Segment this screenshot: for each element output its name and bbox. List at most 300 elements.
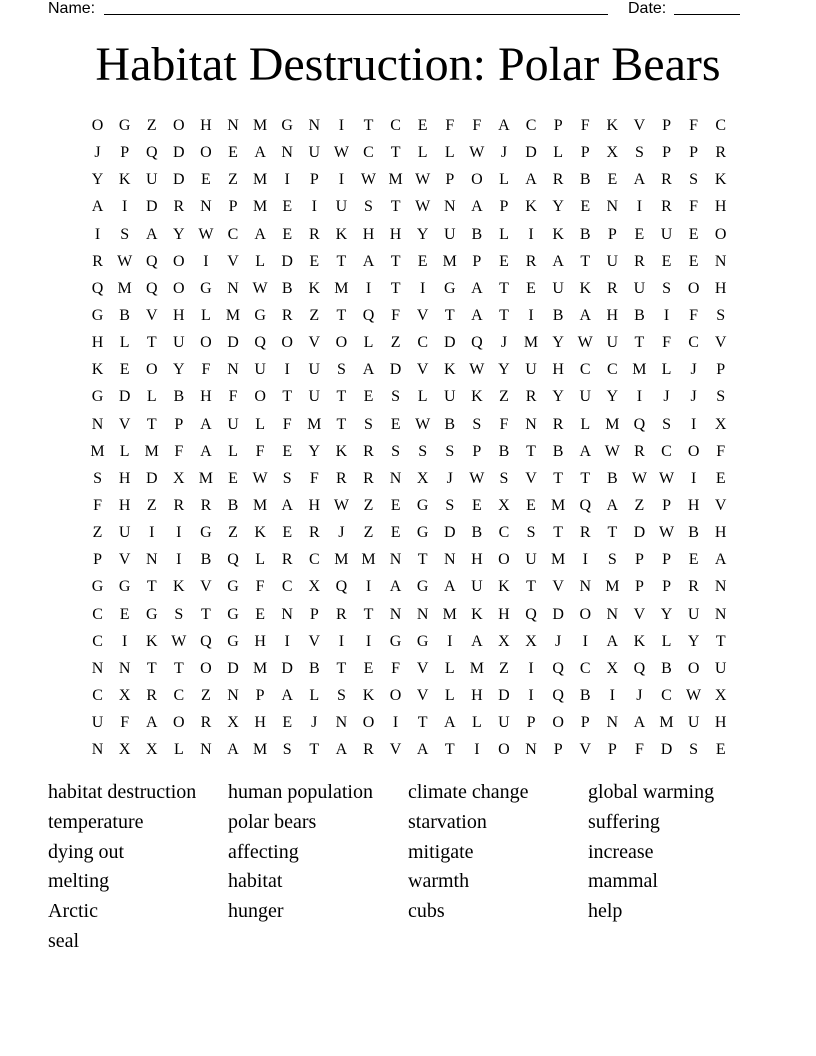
grid-cell[interactable]: P: [309, 605, 319, 623]
grid-cell[interactable]: E: [119, 361, 130, 379]
grid-cell[interactable]: H: [687, 496, 700, 514]
grid-cell[interactable]: B: [281, 279, 293, 297]
grid-cell[interactable]: K: [335, 442, 348, 460]
grid-cell[interactable]: A: [91, 198, 104, 216]
grid-cell[interactable]: C: [579, 659, 591, 677]
grid-cell[interactable]: Q: [254, 334, 266, 352]
grid-cell[interactable]: P: [662, 578, 671, 596]
grid-cell[interactable]: B: [173, 388, 185, 406]
grid-cell[interactable]: R: [281, 551, 293, 569]
grid-cell[interactable]: Z: [499, 659, 509, 677]
grid-cell[interactable]: M: [225, 306, 241, 324]
grid-cell[interactable]: U: [335, 198, 348, 216]
grid-cell[interactable]: F: [120, 714, 130, 732]
grid-cell[interactable]: S: [93, 469, 102, 487]
grid-cell[interactable]: C: [661, 442, 672, 460]
grid-cell[interactable]: R: [308, 524, 320, 542]
grid-cell[interactable]: E: [688, 252, 699, 270]
grid-cell[interactable]: E: [282, 714, 293, 732]
grid-cell[interactable]: I: [284, 171, 290, 189]
grid-cell[interactable]: Y: [308, 442, 321, 460]
grid-cell[interactable]: D: [281, 252, 293, 270]
grid-cell[interactable]: U: [118, 524, 131, 542]
grid-cell[interactable]: U: [443, 225, 456, 243]
grid-cell[interactable]: X: [714, 415, 727, 433]
grid-cell[interactable]: E: [390, 496, 401, 514]
grid-cell[interactable]: L: [255, 415, 265, 433]
grid-cell[interactable]: V: [227, 252, 239, 270]
grid-cell[interactable]: U: [308, 144, 321, 162]
grid-cell[interactable]: O: [335, 334, 348, 352]
grid-cell[interactable]: R: [525, 252, 537, 270]
grid-cell[interactable]: B: [579, 686, 591, 704]
grid-cell[interactable]: O: [687, 659, 700, 677]
grid-cell[interactable]: L: [444, 659, 455, 677]
grid-cell[interactable]: K: [498, 578, 510, 596]
grid-cell[interactable]: C: [417, 334, 428, 352]
grid-cell[interactable]: F: [580, 117, 590, 134]
grid-cell[interactable]: K: [91, 361, 104, 379]
grid-cell[interactable]: E: [282, 225, 293, 243]
grid-cell[interactable]: L: [119, 334, 130, 352]
grid-cell[interactable]: X: [308, 578, 321, 596]
grid-cell[interactable]: M: [605, 415, 620, 433]
grid-cell[interactable]: T: [146, 415, 157, 433]
grid-cell[interactable]: S: [662, 415, 671, 433]
grid-cell[interactable]: U: [606, 334, 619, 352]
grid-cell[interactable]: N: [227, 686, 239, 704]
grid-cell[interactable]: A: [498, 117, 510, 134]
grid-cell[interactable]: A: [525, 171, 537, 189]
grid-cell[interactable]: O: [362, 714, 375, 732]
grid-cell[interactable]: X: [227, 714, 239, 732]
grid-cell[interactable]: C: [579, 361, 591, 379]
grid-cell[interactable]: O: [498, 741, 510, 759]
grid-cell[interactable]: U: [579, 388, 592, 406]
grid-cell[interactable]: E: [715, 469, 726, 487]
grid-cell[interactable]: I: [663, 306, 670, 324]
grid-cell[interactable]: T: [336, 388, 347, 406]
grid-cell[interactable]: D: [145, 469, 158, 487]
grid-cell[interactable]: R: [200, 714, 212, 732]
grid-cell[interactable]: S: [391, 442, 401, 460]
grid-cell[interactable]: M: [252, 171, 268, 189]
grid-cell[interactable]: E: [471, 496, 482, 514]
grid-cell[interactable]: P: [580, 144, 590, 162]
grid-cell[interactable]: X: [498, 496, 510, 514]
grid-cell[interactable]: Q: [145, 144, 158, 162]
grid-cell[interactable]: T: [336, 306, 347, 324]
grid-cell[interactable]: S: [418, 442, 428, 460]
grid-cell[interactable]: I: [365, 632, 372, 650]
grid-cell[interactable]: K: [118, 171, 131, 189]
grid-cell[interactable]: Q: [335, 578, 348, 596]
grid-cell[interactable]: E: [390, 524, 401, 542]
grid-cell[interactable]: M: [90, 442, 105, 460]
grid-cell[interactable]: V: [145, 306, 158, 324]
grid-cell[interactable]: J: [446, 469, 453, 487]
grid-cell[interactable]: I: [528, 686, 534, 704]
grid-cell[interactable]: C: [92, 632, 103, 650]
grid-cell[interactable]: L: [471, 714, 482, 732]
grid-cell[interactable]: I: [284, 632, 290, 650]
grid-cell[interactable]: O: [281, 334, 293, 352]
grid-cell[interactable]: C: [715, 117, 727, 134]
grid-cell[interactable]: J: [500, 144, 508, 162]
grid-cell[interactable]: I: [203, 252, 209, 270]
grid-cell[interactable]: K: [525, 198, 537, 216]
grid-cell[interactable]: K: [633, 632, 646, 650]
grid-cell[interactable]: C: [661, 686, 672, 704]
grid-cell[interactable]: R: [579, 524, 591, 542]
grid-cell[interactable]: I: [176, 551, 182, 569]
grid-cell[interactable]: X: [606, 144, 619, 162]
grid-cell[interactable]: N: [227, 279, 239, 297]
grid-cell[interactable]: T: [526, 578, 536, 596]
grid-cell[interactable]: C: [308, 551, 320, 569]
grid-cell[interactable]: M: [252, 659, 268, 677]
grid-cell[interactable]: C: [363, 144, 374, 162]
grid-cell[interactable]: E: [282, 524, 293, 542]
grid-cell[interactable]: H: [471, 551, 483, 569]
grid-cell[interactable]: S: [364, 415, 373, 433]
grid-cell[interactable]: V: [416, 659, 429, 677]
grid-cell[interactable]: Z: [634, 496, 645, 514]
grid-cell[interactable]: S: [689, 171, 699, 189]
grid-cell[interactable]: S: [282, 741, 292, 759]
grid-cell[interactable]: R: [634, 442, 645, 460]
grid-cell[interactable]: Z: [309, 306, 320, 324]
grid-cell[interactable]: M: [144, 442, 159, 460]
grid-cell[interactable]: C: [390, 117, 401, 134]
grid-cell[interactable]: P: [553, 117, 563, 134]
grid-cell[interactable]: M: [523, 334, 539, 352]
grid-cell[interactable]: F: [689, 198, 699, 216]
grid-cell[interactable]: H: [254, 714, 266, 732]
grid-cell[interactable]: Y: [552, 334, 564, 352]
grid-cell[interactable]: R: [715, 144, 727, 162]
grid-cell[interactable]: E: [255, 605, 265, 623]
grid-cell[interactable]: M: [361, 551, 376, 569]
grid-cell[interactable]: E: [282, 442, 293, 460]
grid-cell[interactable]: K: [443, 361, 456, 379]
grid-cell[interactable]: A: [471, 198, 483, 216]
grid-cell[interactable]: U: [498, 714, 510, 732]
grid-cell[interactable]: K: [254, 524, 266, 542]
grid-cell[interactable]: L: [661, 632, 672, 650]
grid-cell[interactable]: A: [200, 442, 212, 460]
grid-cell[interactable]: T: [309, 741, 320, 759]
grid-cell[interactable]: G: [416, 632, 429, 650]
grid-cell[interactable]: P: [662, 496, 671, 514]
grid-cell[interactable]: A: [362, 361, 375, 379]
grid-cell[interactable]: C: [688, 334, 699, 352]
grid-cell[interactable]: L: [309, 686, 320, 704]
grid-cell[interactable]: O: [254, 388, 266, 406]
grid-cell[interactable]: Q: [579, 496, 592, 514]
grid-cell[interactable]: W: [658, 524, 675, 542]
grid-cell[interactable]: H: [118, 496, 131, 514]
grid-cell[interactable]: L: [363, 334, 374, 352]
grid-cell[interactable]: D: [118, 388, 131, 406]
grid-cell[interactable]: H: [714, 714, 727, 732]
grid-cell[interactable]: E: [119, 605, 130, 623]
grid-cell[interactable]: O: [579, 605, 592, 623]
grid-cell[interactable]: P: [174, 415, 184, 433]
grid-cell[interactable]: X: [606, 659, 619, 677]
grid-cell[interactable]: O: [200, 144, 212, 162]
grid-cell[interactable]: S: [526, 524, 536, 542]
grid-cell[interactable]: F: [689, 306, 699, 324]
grid-cell[interactable]: P: [255, 686, 265, 704]
grid-cell[interactable]: R: [363, 741, 374, 759]
grid-cell[interactable]: C: [525, 117, 537, 134]
grid-cell[interactable]: M: [334, 279, 349, 297]
grid-cell[interactable]: C: [281, 578, 293, 596]
grid-cell[interactable]: E: [688, 225, 699, 243]
grid-cell[interactable]: G: [227, 632, 239, 650]
grid-cell[interactable]: Z: [390, 334, 401, 352]
grid-cell[interactable]: W: [333, 144, 349, 162]
grid-cell[interactable]: S: [336, 361, 346, 379]
grid-cell[interactable]: I: [121, 632, 128, 650]
grid-cell[interactable]: L: [228, 442, 238, 460]
grid-cell[interactable]: N: [200, 198, 212, 216]
grid-cell[interactable]: P: [689, 144, 699, 162]
grid-cell[interactable]: K: [308, 279, 321, 297]
grid-cell[interactable]: X: [714, 686, 727, 704]
grid-cell[interactable]: V: [389, 741, 402, 759]
grid-cell[interactable]: K: [714, 171, 727, 189]
grid-cell[interactable]: W: [469, 361, 485, 379]
grid-cell[interactable]: R: [336, 469, 347, 487]
grid-cell[interactable]: Y: [606, 388, 619, 406]
grid-cell[interactable]: V: [416, 306, 429, 324]
grid-cell[interactable]: C: [173, 686, 185, 704]
grid-cell[interactable]: T: [580, 252, 591, 270]
grid-cell[interactable]: A: [443, 714, 456, 732]
grid-cell[interactable]: Q: [362, 306, 375, 324]
grid-cell[interactable]: N: [335, 714, 348, 732]
grid-cell[interactable]: I: [338, 117, 345, 134]
grid-cell[interactable]: U: [308, 361, 321, 379]
grid-cell[interactable]: E: [201, 171, 211, 189]
grid-cell[interactable]: A: [254, 144, 266, 162]
grid-cell[interactable]: R: [200, 496, 212, 514]
grid-cell[interactable]: S: [716, 306, 726, 324]
grid-cell[interactable]: D: [660, 741, 673, 759]
grid-cell[interactable]: T: [499, 279, 509, 297]
grid-cell[interactable]: V: [714, 334, 727, 352]
grid-cell[interactable]: G: [227, 578, 239, 596]
grid-cell[interactable]: T: [580, 469, 591, 487]
grid-cell[interactable]: U: [227, 415, 239, 433]
grid-cell[interactable]: I: [176, 524, 182, 542]
grid-cell[interactable]: U: [443, 388, 456, 406]
grid-cell[interactable]: V: [118, 551, 131, 569]
grid-cell[interactable]: C: [498, 524, 510, 542]
grid-cell[interactable]: U: [254, 361, 266, 379]
grid-cell[interactable]: N: [281, 605, 293, 623]
grid-cell[interactable]: W: [577, 334, 593, 352]
grid-cell[interactable]: U: [308, 388, 321, 406]
grid-cell[interactable]: L: [661, 361, 672, 379]
grid-cell[interactable]: L: [146, 388, 157, 406]
grid-cell[interactable]: Z: [499, 388, 509, 406]
grid-cell[interactable]: L: [499, 225, 509, 243]
grid-cell[interactable]: N: [714, 578, 727, 596]
grid-cell[interactable]: D: [173, 171, 185, 189]
grid-cell[interactable]: N: [281, 144, 293, 162]
grid-cell[interactable]: Z: [201, 686, 211, 704]
grid-cell[interactable]: I: [284, 361, 290, 379]
grid-cell[interactable]: M: [307, 415, 322, 433]
grid-cell[interactable]: E: [282, 198, 293, 216]
grid-cell[interactable]: U: [145, 171, 158, 189]
grid-cell[interactable]: Q: [91, 279, 104, 297]
grid-cell[interactable]: N: [145, 551, 158, 569]
grid-cell[interactable]: T: [336, 659, 347, 677]
grid-cell[interactable]: Y: [660, 605, 673, 623]
grid-cell[interactable]: Q: [552, 659, 564, 677]
grid-cell[interactable]: I: [121, 198, 128, 216]
grid-cell[interactable]: Q: [633, 659, 646, 677]
grid-cell[interactable]: W: [415, 198, 431, 216]
grid-cell[interactable]: F: [499, 415, 509, 433]
grid-cell[interactable]: Z: [363, 496, 374, 514]
grid-cell[interactable]: R: [688, 578, 699, 596]
grid-cell[interactable]: A: [606, 632, 619, 650]
grid-cell[interactable]: K: [579, 279, 592, 297]
grid-cell[interactable]: A: [579, 442, 592, 460]
grid-cell[interactable]: O: [200, 334, 212, 352]
grid-cell[interactable]: D: [552, 605, 564, 623]
grid-cell[interactable]: H: [471, 686, 483, 704]
grid-cell[interactable]: O: [173, 279, 185, 297]
grid-cell[interactable]: S: [662, 279, 671, 297]
grid-cell[interactable]: O: [200, 659, 212, 677]
grid-cell[interactable]: E: [417, 252, 428, 270]
grid-cell[interactable]: O: [471, 171, 483, 189]
grid-cell[interactable]: S: [689, 741, 699, 759]
grid-cell[interactable]: P: [93, 551, 102, 569]
grid-cell[interactable]: N: [389, 551, 402, 569]
grid-cell[interactable]: F: [228, 388, 238, 406]
grid-cell[interactable]: W: [631, 469, 647, 487]
grid-cell[interactable]: J: [636, 686, 643, 704]
grid-cell[interactable]: S: [336, 686, 346, 704]
grid-cell[interactable]: F: [391, 306, 401, 324]
grid-cell[interactable]: U: [687, 605, 700, 623]
grid-cell[interactable]: I: [365, 279, 372, 297]
grid-cell[interactable]: D: [227, 334, 239, 352]
grid-cell[interactable]: W: [360, 171, 377, 189]
grid-cell[interactable]: H: [714, 524, 727, 542]
grid-cell[interactable]: U: [687, 714, 700, 732]
grid-cell[interactable]: P: [120, 144, 130, 162]
grid-cell[interactable]: C: [606, 361, 618, 379]
grid-cell[interactable]: J: [338, 524, 345, 542]
grid-cell[interactable]: Y: [498, 361, 510, 379]
grid-cell[interactable]: H: [714, 198, 727, 216]
grid-cell[interactable]: E: [580, 198, 591, 216]
grid-cell[interactable]: A: [145, 225, 158, 243]
grid-cell[interactable]: F: [662, 334, 671, 352]
grid-cell[interactable]: H: [200, 117, 212, 134]
grid-cell[interactable]: Y: [687, 632, 700, 650]
grid-cell[interactable]: U: [660, 225, 673, 243]
grid-cell[interactable]: T: [417, 551, 428, 569]
grid-cell[interactable]: Y: [173, 361, 185, 379]
grid-cell[interactable]: J: [500, 334, 508, 352]
grid-cell[interactable]: Z: [228, 524, 238, 542]
grid-cell[interactable]: I: [365, 578, 372, 596]
grid-cell[interactable]: B: [444, 415, 456, 433]
grid-cell[interactable]: I: [338, 171, 345, 189]
grid-cell[interactable]: T: [146, 334, 157, 352]
grid-cell[interactable]: W: [117, 252, 133, 270]
grid-cell[interactable]: T: [607, 524, 618, 542]
grid-cell[interactable]: A: [200, 415, 212, 433]
grid-cell[interactable]: G: [416, 578, 429, 596]
grid-cell[interactable]: W: [415, 171, 431, 189]
grid-cell[interactable]: T: [146, 659, 157, 677]
grid-cell[interactable]: V: [308, 632, 321, 650]
grid-cell[interactable]: F: [201, 361, 211, 379]
grid-cell[interactable]: M: [551, 496, 566, 514]
grid-cell[interactable]: M: [252, 741, 268, 759]
grid-cell[interactable]: I: [528, 659, 534, 677]
grid-cell[interactable]: D: [525, 144, 537, 162]
grid-cell[interactable]: U: [606, 252, 619, 270]
grid-cell[interactable]: N: [606, 605, 619, 623]
grid-cell[interactable]: N: [200, 741, 212, 759]
grid-cell[interactable]: N: [525, 741, 537, 759]
grid-cell[interactable]: B: [119, 306, 130, 324]
grid-cell[interactable]: V: [118, 415, 131, 433]
grid-cell[interactable]: F: [309, 469, 319, 487]
grid-cell[interactable]: N: [389, 605, 402, 623]
grid-cell[interactable]: L: [173, 741, 184, 759]
grid-cell[interactable]: V: [308, 334, 321, 352]
grid-cell[interactable]: T: [390, 252, 401, 270]
grid-cell[interactable]: O: [687, 442, 700, 460]
grid-cell[interactable]: T: [499, 306, 509, 324]
grid-cell[interactable]: V: [200, 578, 212, 596]
grid-cell[interactable]: R: [281, 306, 293, 324]
grid-cell[interactable]: K: [552, 225, 564, 243]
grid-cell[interactable]: K: [362, 686, 375, 704]
grid-cell[interactable]: Q: [145, 252, 158, 270]
grid-cell[interactable]: E: [634, 225, 645, 243]
grid-cell[interactable]: J: [555, 632, 562, 650]
grid-cell[interactable]: F: [255, 578, 265, 596]
grid-cell[interactable]: P: [526, 714, 536, 732]
grid-cell[interactable]: L: [417, 144, 428, 162]
grid-cell[interactable]: B: [552, 442, 564, 460]
grid-cell[interactable]: B: [308, 659, 320, 677]
grid-cell[interactable]: Q: [471, 334, 483, 352]
grid-cell[interactable]: S: [445, 442, 455, 460]
grid-cell[interactable]: A: [416, 741, 429, 759]
grid-cell[interactable]: M: [198, 469, 214, 487]
grid-cell[interactable]: S: [391, 388, 401, 406]
grid-cell[interactable]: N: [389, 469, 402, 487]
grid-cell[interactable]: K: [335, 225, 348, 243]
grid-cell[interactable]: E: [228, 144, 238, 162]
grid-cell[interactable]: W: [198, 225, 214, 243]
grid-cell[interactable]: D: [389, 361, 402, 379]
